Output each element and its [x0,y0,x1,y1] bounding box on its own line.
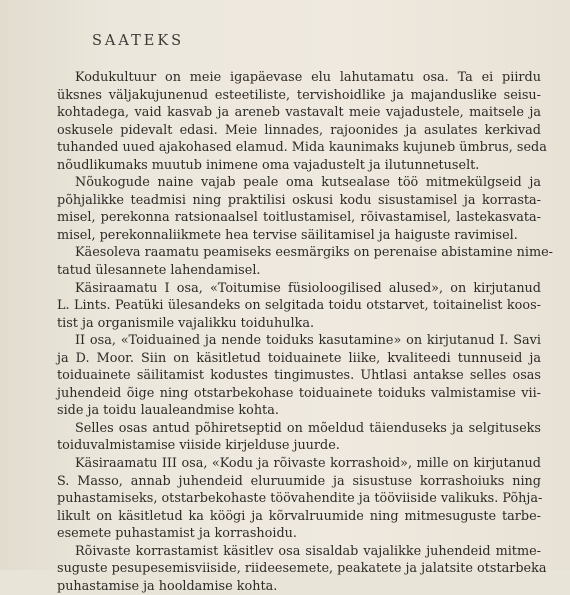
text-line: suguste pesupesemisviiside, riideesemete, peakatete ja jalatsite otstarbeka [57,561,547,577]
text-line: Rõivaste korrastamist käsitlev osa sisaldab vajalikke juhendeid mitme- [75,543,541,559]
text-line: tatud ülesannete lahendamisel. [57,263,261,279]
text-line: ja D. Moor. Siin on käsitletud toiduainete liike, kvaliteedi tunnuseid ja [57,350,541,366]
text-line: misel, perekonnaliikmete heа tervise säilitamisel ja haiguste ravimisel. [57,227,518,243]
text-line: side ja toidu laualeandmise kohta. [57,403,279,419]
text-line: toiduainete säilitamist kodustes tingimustes. Uhtlasi antakse selles osas [57,368,541,384]
text-line: L. Lints. Peatüki ülesandeks on selgitada toidu otstarvet, toitainelist koos- [57,298,541,314]
text-line: tist ja organismile vajalikku toiduhulka. [57,315,315,331]
text-line: oskusele pidevalt edasi. Meie linnades, rajoonides ja asulates kerkivad [57,122,541,138]
text-line: Selles osas antud põhiretseptid on mõeldud täienduseks ja selgituseks [75,420,541,436]
text-line: juhendeid õige ning otstarbekohase toiduainete toiduks valmistamise vii- [57,385,541,401]
text-line: puhastamiseks, otstarbekohaste töövahendite ja tööviiside valikuks. Põhja- [57,491,543,507]
text-line: nõudlikumaks muutub inimene oma vajadustelt ja ilutunnetuselt. [57,157,480,173]
text-line: põhjalikke teadmisi ning praktilisi oskusi kodu sisustamisel ja korrasta- [57,192,541,208]
text-line: II osa, «Toiduained ja nende toiduks kasutamine» on kirjutanud I. Savi [75,333,541,349]
text-line: Nõukogude naine vajab peale oma kutsealase töö mitmekülgseid ja [75,175,541,191]
text-line: Käsiraamatu III osa, «Kodu ja rõivaste korrashoid», mille on kirjutanud [75,456,541,472]
text-line: kohtadega, vaid kasvab ja areneb vastavalt meie vajadustele, maitsele ja [57,105,541,121]
text-line: Käesoleva raamatu peamiseks eesmärgiks on perenaise abistamine nime- [75,245,554,261]
text-line: likult on käsitletud ka köögi ja kõrvalruumide ning mitmesuguste tarbe- [57,508,541,524]
text-line: toiduvalmistamise viiside kirjelduse juurde. [57,438,340,454]
text-line: misel, perekonna ratsionaalsel toitlustamisel, rõivastamisel, lastekasvata- [57,210,541,226]
body-text [57,69,554,595]
text-line: üksnes väljakujunenud esteetiliste, tervishoidlike ja majanduslike seisu- [57,87,541,103]
text-line: tuhanded uued ajakohased elamud. Mida kaunimaks kujuneb ümbrus, seda [57,140,547,156]
text-line: S. Masso, annab juhendeid eluruumide ja sisustuse korrashoiuks ning [57,473,541,489]
text-line: esemete puhastamist ja korrashoidu. [57,526,297,542]
text-line: Käsiraamatu I osa, «Toitumise füsioloogilised alused», on kirjutanud [75,280,541,296]
page-title: SAATEKS [92,33,185,49]
text-line: Kodukultuur on meie igapäevase elu lahutamatu osa. Ta ei piirdu [75,70,541,85]
text-line: puhastamise ja hooldamise kohta. [57,578,278,594]
